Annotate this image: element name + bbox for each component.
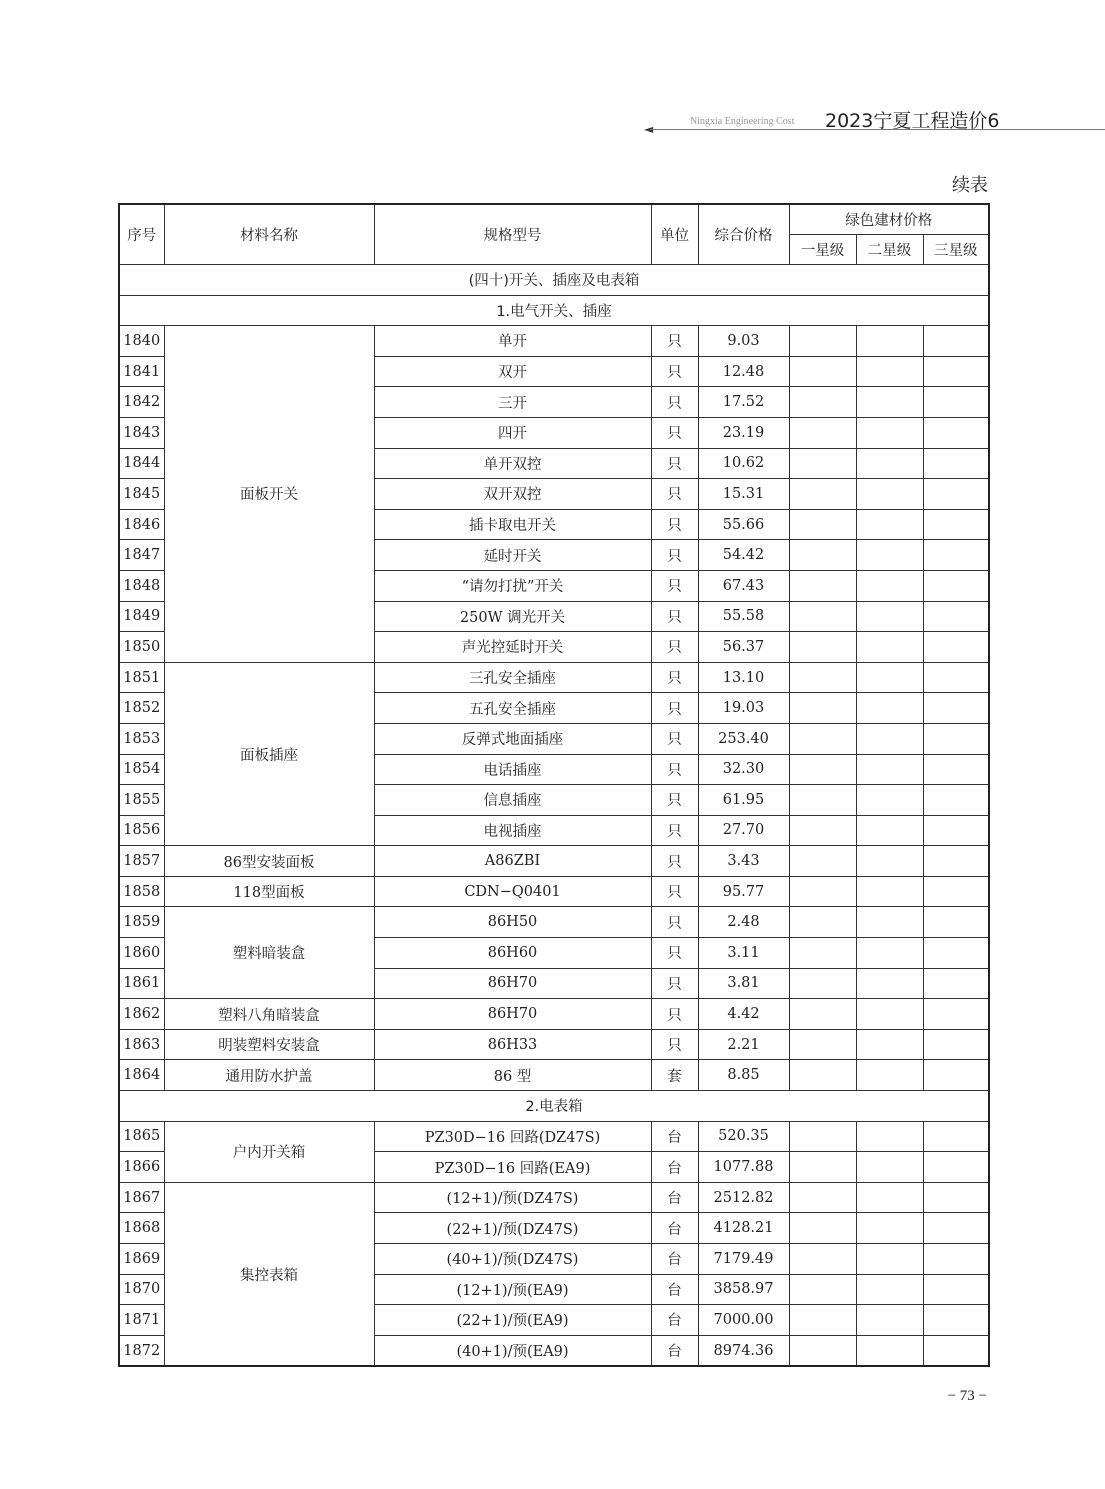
star1-cell	[789, 815, 856, 846]
spec-cell: (40+1)/预(EA9)	[374, 1335, 651, 1366]
price-cell: 4128.21	[698, 1213, 789, 1244]
star2-cell	[856, 448, 923, 479]
unit-cell: 台	[651, 1244, 698, 1275]
star2-cell	[856, 968, 923, 999]
star1-cell	[789, 876, 856, 907]
star2-cell	[856, 1213, 923, 1244]
seq-cell: 1854	[119, 754, 164, 785]
material-name-cell: 明装塑料安装盒	[164, 1029, 374, 1060]
star1-cell	[789, 326, 856, 357]
star2-cell	[856, 387, 923, 418]
seq-cell: 1842	[119, 387, 164, 418]
spec-cell: 双开	[374, 356, 651, 387]
table-row	[119, 1060, 989, 1091]
price-cell: 2.21	[698, 1029, 789, 1060]
running-header	[640, 106, 1105, 136]
spec-cell: (12+1)/预(EA9)	[374, 1274, 651, 1305]
star3-cell	[923, 1244, 989, 1275]
star1-cell	[789, 754, 856, 785]
spec-cell: (40+1)/预(DZ47S)	[374, 1244, 651, 1275]
seq-cell: 1844	[119, 448, 164, 479]
spec-cell: 86H70	[374, 968, 651, 999]
star1-cell	[789, 1182, 856, 1213]
star3-cell	[923, 662, 989, 693]
unit-cell: 台	[651, 1121, 698, 1152]
star3-cell	[923, 938, 989, 969]
col-star3: 三星级	[923, 235, 989, 265]
star2-cell	[856, 356, 923, 387]
star1-cell	[789, 1060, 856, 1091]
spec-cell: A86ZBI	[374, 846, 651, 877]
unit-cell: 只	[651, 1029, 698, 1060]
unit-cell: 只	[651, 876, 698, 907]
seq-cell: 1847	[119, 540, 164, 571]
seq-cell: 1865	[119, 1121, 164, 1152]
table-row	[119, 326, 989, 357]
material-name-cell: 户内开关箱	[164, 1121, 374, 1182]
price-cell: 67.43	[698, 570, 789, 601]
col-star1: 一星级	[789, 235, 856, 265]
star1-cell	[789, 601, 856, 632]
section-heading: (四十)开关、插座及电表箱	[119, 265, 989, 296]
star3-cell	[923, 785, 989, 816]
unit-cell: 台	[651, 1152, 698, 1183]
star2-cell	[856, 570, 923, 601]
unit-cell: 只	[651, 387, 698, 418]
star2-cell	[856, 326, 923, 357]
spec-cell: 三孔安全插座	[374, 662, 651, 693]
star2-cell	[856, 1029, 923, 1060]
star1-cell	[789, 448, 856, 479]
spec-cell: “请勿打扰”开关	[374, 570, 651, 601]
star1-cell	[789, 509, 856, 540]
star1-cell	[789, 907, 856, 938]
price-cell: 9.03	[698, 326, 789, 357]
seq-cell: 1862	[119, 999, 164, 1030]
section-heading: 1.电气开关、插座	[119, 295, 989, 326]
star3-cell	[923, 356, 989, 387]
star2-cell	[856, 1060, 923, 1091]
price-cell: 8.85	[698, 1060, 789, 1091]
unit-cell: 只	[651, 785, 698, 816]
price-cell: 23.19	[698, 417, 789, 448]
seq-cell: 1845	[119, 479, 164, 510]
unit-cell: 只	[651, 693, 698, 724]
star1-cell	[789, 1305, 856, 1336]
material-name-cell: 塑料八角暗装盒	[164, 999, 374, 1030]
seq-cell: 1860	[119, 938, 164, 969]
star3-cell	[923, 1335, 989, 1366]
star1-cell	[789, 968, 856, 999]
unit-cell: 只	[651, 448, 698, 479]
star3-cell	[923, 693, 989, 724]
seq-cell: 1871	[119, 1305, 164, 1336]
table-row	[119, 876, 989, 907]
seq-cell: 1861	[119, 968, 164, 999]
star3-cell	[923, 968, 989, 999]
star2-cell	[856, 876, 923, 907]
star1-cell	[789, 1121, 856, 1152]
price-cell: 13.10	[698, 662, 789, 693]
section-row	[119, 265, 989, 296]
price-cell: 1077.88	[698, 1152, 789, 1183]
star1-cell	[789, 662, 856, 693]
unit-cell: 只	[651, 723, 698, 754]
seq-cell: 1870	[119, 1274, 164, 1305]
star3-cell	[923, 632, 989, 663]
star1-cell	[789, 938, 856, 969]
seq-cell: 1850	[119, 632, 164, 663]
col-green: 绿色建材价格	[789, 204, 989, 235]
price-cell: 7179.49	[698, 1244, 789, 1275]
spec-cell: (22+1)/预(EA9)	[374, 1305, 651, 1336]
col-unit: 单位	[651, 204, 698, 265]
price-cell: 3858.97	[698, 1274, 789, 1305]
unit-cell: 只	[651, 509, 698, 540]
star2-cell	[856, 1152, 923, 1183]
star1-cell	[789, 570, 856, 601]
spec-cell: 86H60	[374, 938, 651, 969]
col-star2: 二星级	[856, 235, 923, 265]
seq-cell: 1863	[119, 1029, 164, 1060]
col-seq: 序号	[119, 204, 164, 265]
arrow-left-icon: ◄	[644, 122, 654, 136]
unit-cell: 只	[651, 479, 698, 510]
price-cell: 32.30	[698, 754, 789, 785]
unit-cell: 只	[651, 907, 698, 938]
spec-cell: 单开	[374, 326, 651, 357]
seq-cell: 1853	[119, 723, 164, 754]
spec-cell: 86H50	[374, 907, 651, 938]
spec-cell: (22+1)/预(DZ47S)	[374, 1213, 651, 1244]
star2-cell	[856, 693, 923, 724]
star3-cell	[923, 1060, 989, 1091]
spec-cell: 单开双控	[374, 448, 651, 479]
continued-label: 续表	[952, 175, 988, 196]
star3-cell	[923, 1305, 989, 1336]
star3-cell	[923, 509, 989, 540]
spec-cell: 250W 调光开关	[374, 601, 651, 632]
seq-cell: 1857	[119, 846, 164, 877]
table-row	[119, 1121, 989, 1152]
material-name-cell: 面板开关	[164, 326, 374, 663]
spec-cell: 延时开关	[374, 540, 651, 571]
price-cell: 19.03	[698, 693, 789, 724]
star3-cell	[923, 1274, 989, 1305]
material-name-cell: 通用防水护盖	[164, 1060, 374, 1091]
material-name-cell: 118型面板	[164, 876, 374, 907]
unit-cell: 只	[651, 356, 698, 387]
spec-cell: 信息插座	[374, 785, 651, 816]
star1-cell	[789, 693, 856, 724]
unit-cell: 只	[651, 938, 698, 969]
price-cell: 2512.82	[698, 1182, 789, 1213]
spec-cell: (12+1)/预(DZ47S)	[374, 1182, 651, 1213]
material-name-cell: 集控表箱	[164, 1182, 374, 1366]
material-name-cell: 86型安装面板	[164, 846, 374, 877]
star1-cell	[789, 999, 856, 1030]
seq-cell: 1840	[119, 326, 164, 357]
unit-cell: 台	[651, 1305, 698, 1336]
star1-cell	[789, 846, 856, 877]
header-title: 2023宁夏工程造价6	[825, 110, 1000, 132]
spec-cell: PZ30D−16 回路(DZ47S)	[374, 1121, 651, 1152]
star2-cell	[856, 815, 923, 846]
price-cell: 15.31	[698, 479, 789, 510]
price-cell: 61.95	[698, 785, 789, 816]
star3-cell	[923, 387, 989, 418]
spec-cell: 反弹式地面插座	[374, 723, 651, 754]
spec-cell: 三开	[374, 387, 651, 418]
seq-cell: 1869	[119, 1244, 164, 1275]
seq-cell: 1864	[119, 1060, 164, 1091]
star2-cell	[856, 846, 923, 877]
header-english: Ningxia Engineering Cost	[690, 116, 795, 127]
unit-cell: 只	[651, 601, 698, 632]
star3-cell	[923, 1182, 989, 1213]
seq-cell: 1855	[119, 785, 164, 816]
table-row	[119, 907, 989, 938]
unit-cell: 只	[651, 754, 698, 785]
unit-cell: 只	[651, 846, 698, 877]
price-cell: 17.52	[698, 387, 789, 418]
material-name-cell: 塑料暗装盒	[164, 907, 374, 999]
star2-cell	[856, 1182, 923, 1213]
star3-cell	[923, 754, 989, 785]
page-number: − 73 −	[947, 1388, 987, 1404]
star1-cell	[789, 1029, 856, 1060]
star1-cell	[789, 785, 856, 816]
price-cell: 10.62	[698, 448, 789, 479]
star3-cell	[923, 1121, 989, 1152]
star3-cell	[923, 1213, 989, 1244]
unit-cell: 台	[651, 1213, 698, 1244]
spec-cell: CDN−Q0401	[374, 876, 651, 907]
star2-cell	[856, 999, 923, 1030]
seq-cell: 1848	[119, 570, 164, 601]
seq-cell: 1872	[119, 1335, 164, 1366]
star2-cell	[856, 417, 923, 448]
unit-cell: 只	[651, 632, 698, 663]
spec-cell: 86H70	[374, 999, 651, 1030]
price-cell: 3.43	[698, 846, 789, 877]
table-row	[119, 1029, 989, 1060]
star1-cell	[789, 387, 856, 418]
spec-cell: 双开双控	[374, 479, 651, 510]
section-row	[119, 295, 989, 326]
col-spec: 规格型号	[374, 204, 651, 265]
seq-cell: 1843	[119, 417, 164, 448]
price-cell: 8974.36	[698, 1335, 789, 1366]
table-row	[119, 662, 989, 693]
unit-cell: 台	[651, 1182, 698, 1213]
star1-cell	[789, 540, 856, 571]
star1-cell	[789, 356, 856, 387]
star2-cell	[856, 1335, 923, 1366]
unit-cell: 台	[651, 1274, 698, 1305]
price-cell: 2.48	[698, 907, 789, 938]
price-cell: 12.48	[698, 356, 789, 387]
star3-cell	[923, 326, 989, 357]
section-heading: 2.电表箱	[119, 1091, 989, 1122]
spec-cell: 86 型	[374, 1060, 651, 1091]
star2-cell	[856, 723, 923, 754]
spec-cell: 电话插座	[374, 754, 651, 785]
star3-cell	[923, 999, 989, 1030]
star3-cell	[923, 723, 989, 754]
star3-cell	[923, 540, 989, 571]
unit-cell: 台	[651, 1335, 698, 1366]
price-table	[118, 203, 990, 1367]
seq-cell: 1866	[119, 1152, 164, 1183]
price-cell: 95.77	[698, 876, 789, 907]
star1-cell	[789, 417, 856, 448]
spec-cell: 声光控延时开关	[374, 632, 651, 663]
price-cell: 253.40	[698, 723, 789, 754]
star2-cell	[856, 907, 923, 938]
star3-cell	[923, 448, 989, 479]
star2-cell	[856, 1244, 923, 1275]
star2-cell	[856, 540, 923, 571]
star2-cell	[856, 662, 923, 693]
star2-cell	[856, 785, 923, 816]
unit-cell: 只	[651, 662, 698, 693]
seq-cell: 1867	[119, 1182, 164, 1213]
col-price: 综合价格	[698, 204, 789, 265]
unit-cell: 只	[651, 815, 698, 846]
star2-cell	[856, 601, 923, 632]
unit-cell: 只	[651, 968, 698, 999]
star1-cell	[789, 1335, 856, 1366]
price-cell: 27.70	[698, 815, 789, 846]
star2-cell	[856, 509, 923, 540]
star1-cell	[789, 479, 856, 510]
price-cell: 520.35	[698, 1121, 789, 1152]
seq-cell: 1852	[119, 693, 164, 724]
price-cell: 7000.00	[698, 1305, 789, 1336]
unit-cell: 只	[651, 417, 698, 448]
seq-cell: 1841	[119, 356, 164, 387]
star1-cell	[789, 1152, 856, 1183]
star2-cell	[856, 1305, 923, 1336]
table-row	[119, 999, 989, 1030]
spec-cell: 四开	[374, 417, 651, 448]
seq-cell: 1868	[119, 1213, 164, 1244]
unit-cell: 只	[651, 999, 698, 1030]
star1-cell	[789, 1213, 856, 1244]
price-cell: 54.42	[698, 540, 789, 571]
star2-cell	[856, 1274, 923, 1305]
spec-cell: PZ30D−16 回路(EA9)	[374, 1152, 651, 1183]
star2-cell	[856, 754, 923, 785]
spec-cell: 插卡取电开关	[374, 509, 651, 540]
col-name: 材料名称	[164, 204, 374, 265]
spec-cell: 电视插座	[374, 815, 651, 846]
star3-cell	[923, 1152, 989, 1183]
seq-cell: 1849	[119, 601, 164, 632]
spec-cell: 86H33	[374, 1029, 651, 1060]
star1-cell	[789, 723, 856, 754]
spec-cell: 五孔安全插座	[374, 693, 651, 724]
unit-cell: 只	[651, 540, 698, 571]
unit-cell: 只	[651, 326, 698, 357]
unit-cell: 套	[651, 1060, 698, 1091]
star3-cell	[923, 479, 989, 510]
star2-cell	[856, 938, 923, 969]
price-cell: 55.58	[698, 601, 789, 632]
table-row	[119, 846, 989, 877]
seq-cell: 1856	[119, 815, 164, 846]
price-cell: 55.66	[698, 509, 789, 540]
star2-cell	[856, 1121, 923, 1152]
star3-cell	[923, 601, 989, 632]
star3-cell	[923, 417, 989, 448]
star1-cell	[789, 1274, 856, 1305]
unit-cell: 只	[651, 570, 698, 601]
material-name-cell: 面板插座	[164, 662, 374, 846]
table-row	[119, 1182, 989, 1213]
price-cell: 4.42	[698, 999, 789, 1030]
star3-cell	[923, 846, 989, 877]
seq-cell: 1846	[119, 509, 164, 540]
star3-cell	[923, 907, 989, 938]
section-row	[119, 1091, 989, 1122]
seq-cell: 1851	[119, 662, 164, 693]
star1-cell	[789, 632, 856, 663]
star3-cell	[923, 570, 989, 601]
seq-cell: 1858	[119, 876, 164, 907]
star3-cell	[923, 876, 989, 907]
star3-cell	[923, 815, 989, 846]
star2-cell	[856, 632, 923, 663]
star2-cell	[856, 479, 923, 510]
star1-cell	[789, 1244, 856, 1275]
price-cell: 56.37	[698, 632, 789, 663]
star3-cell	[923, 1029, 989, 1060]
seq-cell: 1859	[119, 907, 164, 938]
price-cell: 3.11	[698, 938, 789, 969]
price-cell: 3.81	[698, 968, 789, 999]
